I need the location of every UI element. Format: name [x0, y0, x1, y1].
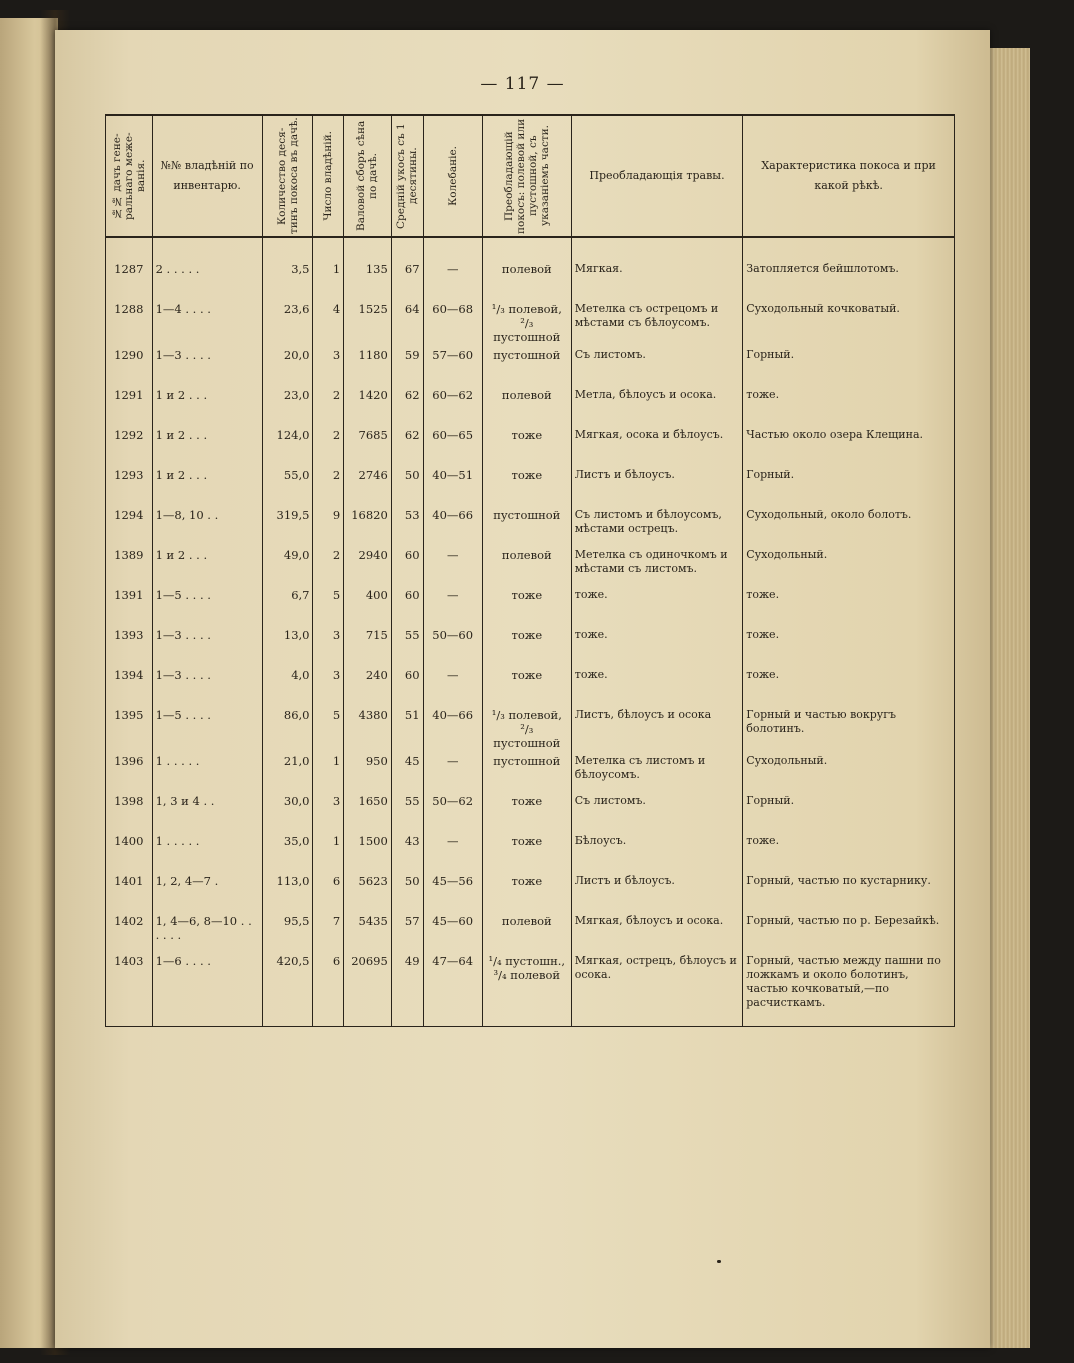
cell-gross-hay: 240 [344, 666, 392, 706]
cell-range: — [423, 666, 482, 706]
cell-grasses: Метелка съ листомъ и бѣлоусомъ. [571, 752, 742, 792]
col-header-gross-hay: Валовой сборъ сѣна по дачѣ. [344, 115, 392, 237]
cell-area: 35,0 [262, 832, 313, 872]
cell-meadow-type: полевой [482, 260, 571, 300]
cell-owners: 1 . . . . . [152, 832, 262, 872]
cell-area: 4,0 [262, 666, 313, 706]
cell-range: — [423, 586, 482, 626]
cell-character: Суходольный кочковатый. [743, 300, 955, 346]
cell-owners: 1 и 2 . . . [152, 466, 262, 506]
cell-grasses: Метелка съ острецомъ и мѣстами съ бѣлоусомъ. [571, 300, 742, 346]
table-row [106, 300, 955, 346]
cell-avg-yield: 62 [391, 386, 423, 426]
cell-dacha: 1294 [106, 506, 153, 546]
cell-area: 21,0 [262, 752, 313, 792]
cell-owners: 1—8, 10 . . [152, 506, 262, 546]
cell-range: 45—56 [423, 872, 482, 912]
cell-gross-hay: 950 [344, 752, 392, 792]
cell-owners: 1 и 2 . . . [152, 386, 262, 426]
cell-gross-hay: 1500 [344, 832, 392, 872]
cell-area: 30,0 [262, 792, 313, 832]
col-header-area: Количество деся-тинъ покоса въ дачѣ. [262, 115, 313, 237]
cell-area: 55,0 [262, 466, 313, 506]
cell-avg-yield: 50 [391, 466, 423, 506]
cell-dacha: 1393 [106, 626, 153, 666]
cell-owner-count: 2 [313, 386, 344, 426]
cell-area: 13,0 [262, 626, 313, 666]
cell-gross-hay: 1650 [344, 792, 392, 832]
table-row [106, 426, 955, 466]
cell-grasses: Мягкая, бѣлоусъ и осока. [571, 912, 742, 952]
cell-gross-hay: 1525 [344, 300, 392, 346]
cell-grasses: Съ листомъ. [571, 346, 742, 386]
cell-gross-hay: 715 [344, 626, 392, 666]
cell-character: Горный. [743, 346, 955, 386]
cell-gross-hay: 7685 [344, 426, 392, 466]
cell-dacha: 1401 [106, 872, 153, 912]
cell-character: Горный, частью между пашни по ложкамъ и около болотинъ, частью кочковатый,—по расчисткамъ. [743, 952, 955, 1027]
cell-avg-yield: 57 [391, 912, 423, 952]
cell-owners: 1, 2, 4—7 . [152, 872, 262, 912]
col-header-character: Характеристика покоса и при какой рѣкѣ. [743, 115, 955, 237]
book-page [55, 30, 990, 1348]
cell-area: 95,5 [262, 912, 313, 952]
cell-dacha: 1398 [106, 792, 153, 832]
cell-avg-yield: 60 [391, 586, 423, 626]
cell-owner-count: 6 [313, 872, 344, 912]
cell-owners: 1 . . . . . [152, 752, 262, 792]
cell-avg-yield: 53 [391, 506, 423, 546]
col-header-owners: №№ владѣній по инвентарю. [152, 115, 262, 237]
col-header-range: Колебаніе. [423, 115, 482, 237]
cell-area: 113,0 [262, 872, 313, 912]
cell-character: Горный, частью по кустарнику. [743, 872, 955, 912]
table-row [106, 952, 955, 1027]
cell-character: тоже. [743, 586, 955, 626]
cell-range: 40—66 [423, 506, 482, 546]
cell-owners: 1—5 . . . . [152, 706, 262, 752]
cell-grasses: Бѣлоусъ. [571, 832, 742, 872]
cell-meadow-type: тоже [482, 426, 571, 466]
cell-meadow-type: ¹/₃ полевой, ²/₃ пустошной [482, 706, 571, 752]
cell-avg-yield: 55 [391, 792, 423, 832]
cell-gross-hay: 2940 [344, 546, 392, 586]
cell-owner-count: 3 [313, 346, 344, 386]
cell-range: 60—62 [423, 386, 482, 426]
header-row [106, 115, 955, 237]
cell-owner-count: 2 [313, 466, 344, 506]
cell-meadow-type: пустошной [482, 752, 571, 792]
cell-range: 60—68 [423, 300, 482, 346]
cell-dacha: 1292 [106, 426, 153, 466]
cell-grasses: Мягкая. [571, 260, 742, 300]
cell-owner-count: 3 [313, 792, 344, 832]
page-stack-edge [990, 48, 1030, 1348]
cell-range: 40—51 [423, 466, 482, 506]
cell-range: 57—60 [423, 346, 482, 386]
cell-area: 3,5 [262, 260, 313, 300]
cell-character: Горный. [743, 466, 955, 506]
cell-grasses: Метелка съ одиночкомъ и мѣстами съ листомъ. [571, 546, 742, 586]
cell-character: Суходольный, около болотъ. [743, 506, 955, 546]
cell-owner-count: 7 [313, 912, 344, 952]
table-row [106, 346, 955, 386]
cell-grasses: тоже. [571, 626, 742, 666]
table-body [106, 237, 955, 1027]
cell-dacha: 1291 [106, 386, 153, 426]
cell-owner-count: 2 [313, 546, 344, 586]
cell-dacha: 1402 [106, 912, 153, 952]
cell-gross-hay: 20695 [344, 952, 392, 1027]
table-row [106, 912, 955, 952]
cell-owners: 1—3 . . . . [152, 666, 262, 706]
cell-character: тоже. [743, 386, 955, 426]
cell-grasses: Мягкая, осока и бѣлоусъ. [571, 426, 742, 466]
cell-avg-yield: 64 [391, 300, 423, 346]
cell-gross-hay: 2746 [344, 466, 392, 506]
col-header-meadow-type: Преобладающій покосъ: полевой или пустошной, съ указаніемъ части. [482, 115, 571, 237]
col-header-avg-yield: Средній укосъ съ 1 десятины. [391, 115, 423, 237]
cell-dacha: 1395 [106, 706, 153, 752]
table-row [106, 586, 955, 626]
cell-owners: 1—3 . . . . [152, 626, 262, 666]
cell-owners: 2 . . . . . [152, 260, 262, 300]
cell-dacha: 1287 [106, 260, 153, 300]
cell-area: 49,0 [262, 546, 313, 586]
cell-meadow-type: тоже [482, 832, 571, 872]
cell-meadow-type: полевой [482, 912, 571, 952]
cell-character: тоже. [743, 626, 955, 666]
cell-meadow-type: тоже [482, 586, 571, 626]
cell-meadow-type: тоже [482, 666, 571, 706]
cell-character: Затопляется бейшлотомъ. [743, 260, 955, 300]
cell-meadow-type: тоже [482, 792, 571, 832]
cell-owners: 1 и 2 . . . [152, 546, 262, 586]
cell-avg-yield: 55 [391, 626, 423, 666]
cell-range: 50—60 [423, 626, 482, 666]
cell-range: 60—65 [423, 426, 482, 466]
cell-range: 45—60 [423, 912, 482, 952]
cell-area: 6,7 [262, 586, 313, 626]
cell-owner-count: 1 [313, 260, 344, 300]
cell-range: 50—62 [423, 792, 482, 832]
cell-grasses: Листъ и бѣлоусъ. [571, 466, 742, 506]
cell-range: 47—64 [423, 952, 482, 1027]
cell-avg-yield: 67 [391, 260, 423, 300]
cell-grasses: Съ листомъ и бѣлоусомъ, мѣстами острецъ. [571, 506, 742, 546]
cell-owner-count: 1 [313, 832, 344, 872]
table-row [106, 832, 955, 872]
cell-character: Суходольный. [743, 752, 955, 792]
cell-gross-hay: 135 [344, 260, 392, 300]
cell-character: Горный. [743, 792, 955, 832]
cell-meadow-type: пустошной [482, 346, 571, 386]
cell-grasses: тоже. [571, 586, 742, 626]
cell-gross-hay: 5435 [344, 912, 392, 952]
cell-avg-yield: 43 [391, 832, 423, 872]
cell-owners: 1, 4—6, 8—10 . . . . . . [152, 912, 262, 952]
cell-dacha: 1396 [106, 752, 153, 792]
cell-grasses: Листъ и бѣлоусъ. [571, 872, 742, 912]
cell-meadow-type: полевой [482, 386, 571, 426]
cell-dacha: 1400 [106, 832, 153, 872]
cell-range: 40—66 [423, 706, 482, 752]
cell-meadow-type: полевой [482, 546, 571, 586]
cell-owners: 1 и 2 . . . [152, 426, 262, 466]
cell-owners: 1, 3 и 4 . . [152, 792, 262, 832]
cell-owners: 1—4 . . . . [152, 300, 262, 346]
cell-character: Частью около озера Клещина. [743, 426, 955, 466]
cell-meadow-type: тоже [482, 466, 571, 506]
cell-gross-hay: 5623 [344, 872, 392, 912]
cell-dacha: 1290 [106, 346, 153, 386]
table-row [106, 792, 955, 832]
cell-gross-hay: 16820 [344, 506, 392, 546]
cell-avg-yield: 50 [391, 872, 423, 912]
spacer-row [106, 237, 955, 260]
table-row [106, 260, 955, 300]
cell-area: 23,6 [262, 300, 313, 346]
table-row [106, 466, 955, 506]
cell-owner-count: 5 [313, 586, 344, 626]
cell-grasses: Метла, бѣлоусъ и осока. [571, 386, 742, 426]
table-row [106, 546, 955, 586]
cell-owner-count: 2 [313, 426, 344, 466]
cell-avg-yield: 60 [391, 666, 423, 706]
cell-range: — [423, 832, 482, 872]
cell-meadow-type: тоже [482, 626, 571, 666]
ink-mark [717, 1260, 721, 1263]
cell-avg-yield: 45 [391, 752, 423, 792]
cell-owners: 1—5 . . . . [152, 586, 262, 626]
cell-range: — [423, 546, 482, 586]
cell-area: 86,0 [262, 706, 313, 752]
cell-dacha: 1391 [106, 586, 153, 626]
col-header-owner-count: Число владѣній. [313, 115, 344, 237]
table-row [106, 706, 955, 752]
col-header-dacha: №№ дачъ гене-ральнаго меже-ванія. [106, 115, 153, 237]
cell-owners: 1—6 . . . . [152, 952, 262, 1027]
table-row [106, 752, 955, 792]
table-row [106, 626, 955, 666]
table-row [106, 386, 955, 426]
cell-area: 124,0 [262, 426, 313, 466]
cell-gross-hay: 1420 [344, 386, 392, 426]
cell-area: 23,0 [262, 386, 313, 426]
cell-gross-hay: 1180 [344, 346, 392, 386]
page-number: — 117 — [480, 74, 565, 94]
hay-yield-table [105, 114, 955, 1027]
cell-character: тоже. [743, 666, 955, 706]
cell-area: 20,0 [262, 346, 313, 386]
table-row [106, 872, 955, 912]
cell-dacha: 1394 [106, 666, 153, 706]
table-row [106, 666, 955, 706]
cell-dacha: 1403 [106, 952, 153, 1027]
cell-meadow-type: тоже [482, 872, 571, 912]
cell-dacha: 1389 [106, 546, 153, 586]
cell-avg-yield: 51 [391, 706, 423, 752]
cell-avg-yield: 49 [391, 952, 423, 1027]
cell-owner-count: 6 [313, 952, 344, 1027]
cell-grasses: Съ листомъ. [571, 792, 742, 832]
cell-owner-count: 4 [313, 300, 344, 346]
cell-gross-hay: 400 [344, 586, 392, 626]
cell-dacha: 1288 [106, 300, 153, 346]
cell-owner-count: 5 [313, 706, 344, 752]
cell-owner-count: 1 [313, 752, 344, 792]
cell-owner-count: 9 [313, 506, 344, 546]
cell-avg-yield: 60 [391, 546, 423, 586]
cell-area: 420,5 [262, 952, 313, 1027]
cell-grasses: тоже. [571, 666, 742, 706]
cell-dacha: 1293 [106, 466, 153, 506]
cell-character: тоже. [743, 832, 955, 872]
cell-gross-hay: 4380 [344, 706, 392, 752]
cell-avg-yield: 59 [391, 346, 423, 386]
cell-grasses: Мягкая, острецъ, бѣлоусъ и осока. [571, 952, 742, 1027]
cell-avg-yield: 62 [391, 426, 423, 466]
cell-owner-count: 3 [313, 626, 344, 666]
cell-owner-count: 3 [313, 666, 344, 706]
col-header-grasses: Преобладающія травы. [571, 115, 742, 237]
cell-character: Горный и частью вокругъ болотинъ. [743, 706, 955, 752]
table-row [106, 506, 955, 546]
cell-meadow-type: пустошной [482, 506, 571, 546]
cell-range: — [423, 260, 482, 300]
cell-character: Суходольный. [743, 546, 955, 586]
cell-range: — [423, 752, 482, 792]
cell-owners: 1—3 . . . . [152, 346, 262, 386]
cell-meadow-type: ¹/₃ полевой, ²/₃ пустошной [482, 300, 571, 346]
cell-grasses: Листъ, бѣлоусъ и осока [571, 706, 742, 752]
cell-meadow-type: ¹/₄ пустошн., ³/₄ полевой [482, 952, 571, 1027]
cell-character: Горный, частью по р. Березайкѣ. [743, 912, 955, 952]
cell-area: 319,5 [262, 506, 313, 546]
